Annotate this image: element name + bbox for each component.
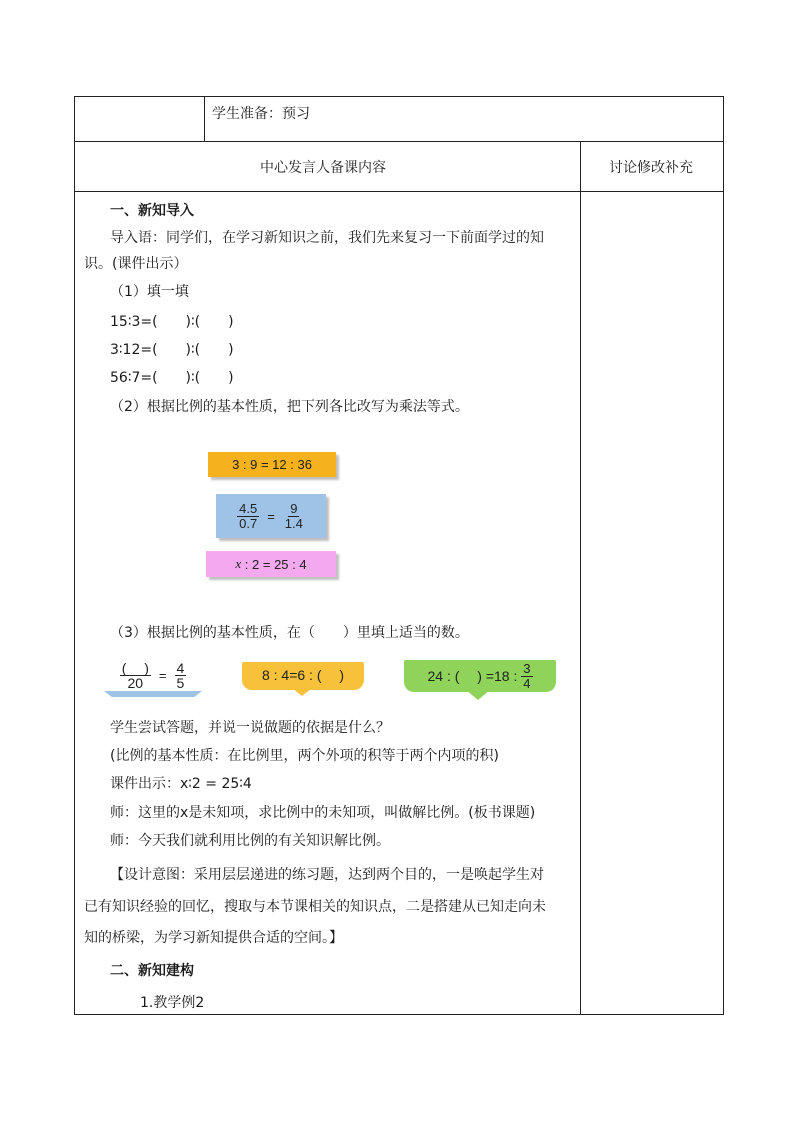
student-prep-label: 学生准备：预习 — [212, 106, 310, 122]
q1-item: 15∶3=( )∶( ) — [110, 314, 234, 330]
try-line: 学生尝试答题，并说一说做题的依据是什么？ — [110, 720, 390, 736]
q3-banner-b — [242, 662, 364, 696]
q3c-text: 24 : ( ) =18 : — [427, 668, 522, 684]
ratio-box-1 — [208, 452, 336, 477]
q3-banner-c — [404, 660, 556, 702]
intro-line-2: 识。(课件出示） — [84, 256, 188, 272]
example-line: 1.教学例2 — [140, 995, 205, 1011]
section1-title: 一、新知导入 — [110, 203, 194, 219]
center-title: 中心发言人备课内容 — [260, 160, 386, 176]
q3-title: （3）根据比例的基本性质，在（ ）里填上适当的数。 — [110, 625, 469, 641]
ratio-box-3-text: : 2 = 25 : 4 — [241, 556, 307, 572]
banner-a-content — [104, 657, 202, 693]
intro-line-1: 导入语：同学们，在学习新知识之前，我们先来复习一下前面学过的知 — [110, 230, 544, 246]
fraction-left: $\frac{4.5}{0.7}$ — [239, 500, 258, 531]
q2-title: （2）根据比例的基本性质，把下列各比改写为乘法等式。 — [110, 399, 469, 415]
q3-banner-a — [104, 657, 202, 697]
col-divider-top — [204, 96, 205, 141]
q1-item: 56∶7=( )∶( ) — [110, 370, 234, 386]
fraction-right: $\frac{9}{1.4}$ — [284, 500, 303, 531]
teacher-line-1: 师：这里的x是未知项，求比例中的未知项，叫做解比例。(板书课题) — [110, 805, 536, 821]
q3a-fraction-left: $\frac{( )}{20}$ — [121, 659, 149, 691]
design-line-1: 【设计意图：采用层层递进的练习题，达到两个目的，一是唤起学生对 — [110, 867, 544, 883]
col-divider-main — [580, 141, 581, 1015]
ratio-box-1-text: 3 : 9 = 12 : 36 — [232, 457, 312, 472]
property-line: (比例的基本性质：在比例里，两个外项的积等于两个内项的积) — [110, 748, 499, 764]
row-divider-1 — [74, 141, 724, 142]
teacher-line-2: 师：今天我们就利用比例的有关知识解比例。 — [110, 833, 390, 849]
ratio-box-3-var: x — [235, 556, 242, 571]
design-line-2: 已有知识经验的回忆，搜取与本节课相关的知识点，二是搭建从已知走向未 — [84, 899, 546, 915]
q3c-fraction: $\frac{3}{4}$ — [523, 660, 531, 691]
ratio-box-3 — [206, 551, 336, 577]
banner-c-content — [404, 660, 556, 692]
banner-b-pointer — [292, 688, 312, 696]
ratio-box-2 — [216, 494, 326, 538]
show-line: 课件出示：x∶2 = 25∶4 — [110, 776, 252, 792]
q3a-equals: = — [158, 667, 167, 683]
row-divider-2 — [74, 191, 724, 192]
equals-sign: = — [267, 508, 275, 524]
q1-item: 3∶12=( )∶( ) — [110, 342, 234, 358]
q3a-fraction-right: $\frac{4}{5}$ — [176, 659, 185, 691]
q1-title: （1）填一填 — [110, 284, 189, 300]
design-line-3: 知的桥梁，为学习新知提供合适的空间。】 — [84, 930, 343, 946]
section2-title: 二、新知建构 — [110, 963, 194, 979]
banner-b-content — [242, 662, 364, 688]
side-title: 讨论修改补充 — [609, 160, 693, 176]
q3b-text: 8 : 4=6 : ( ) — [261, 667, 345, 683]
